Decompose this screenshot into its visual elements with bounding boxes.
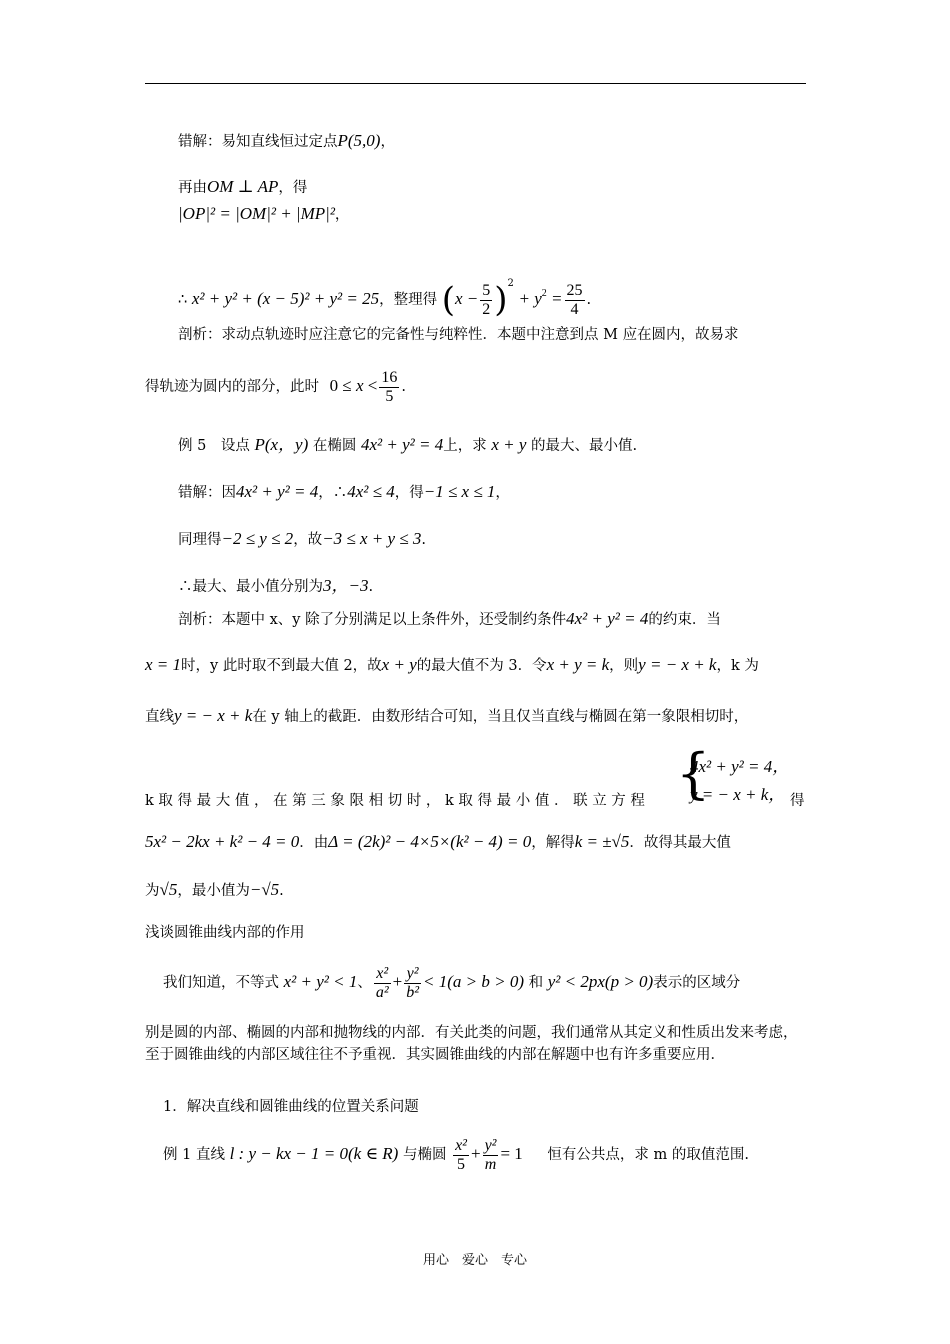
math-line-l: l : y − kx − 1 = 0(k ∈ R) <box>229 1144 399 1163</box>
math-min: −√5 <box>249 880 280 899</box>
math-perp: OM ⊥ AP <box>207 177 279 196</box>
text: ，故 <box>293 532 323 548</box>
label: 例 5 设点 <box>178 438 250 454</box>
text: 在椭圆 <box>312 438 357 454</box>
analysis-2-line-1 <box>178 609 721 630</box>
math-discriminant: Δ = (2k)² − 4×5×(k² − 4) = 0 <box>328 832 532 851</box>
text: 为 <box>145 883 160 899</box>
fraction-y2-m: $\frac{\text{y²}}{m}$ <box>484 1136 497 1173</box>
header-rule <box>145 83 806 84</box>
fraction-rhs: $\frac{25}{4}$ <box>566 281 583 318</box>
punct: . <box>401 379 406 395</box>
step-locus-equation: ∴ x² + y² + (x − 5)² + y² = 25，整理得 (x − $\frac{5}{2}$ )$^2 + y^2$ = $\frac{25}{4}$ . <box>178 278 592 320</box>
punct: ， <box>334 207 350 223</box>
math-line: y = − x + k <box>638 655 717 674</box>
analysis-2-line-5 <box>145 832 731 853</box>
text: ，则 <box>609 658 639 674</box>
text: ∴最大、最小值分别为 <box>178 579 323 595</box>
math-values: 3，−3 <box>323 576 369 595</box>
section-title <box>145 923 305 943</box>
text: 的最大、最小值. <box>531 438 638 454</box>
analysis-2-line-4 <box>145 791 645 811</box>
text: 再由 <box>178 180 207 196</box>
fraction-x2-5: $\frac{\text{x²}}{5}$ <box>455 1136 467 1173</box>
math-constraint: 4x² + y² = 4 <box>566 609 649 628</box>
text: ，k 为 <box>716 658 759 674</box>
text: 我们知道，不等式 <box>163 975 279 991</box>
punct: . <box>421 532 426 548</box>
math-sum: x + y <box>381 655 417 674</box>
text: ，∴ <box>318 485 348 501</box>
math-parabola-interior: y² < 2px(p > 0) <box>547 972 654 991</box>
analysis-2-line-3 <box>145 706 748 727</box>
text: ，解得 <box>531 835 575 851</box>
math-quadratic: 5x² − 2kx + k² − 4 = 0 <box>145 832 300 851</box>
math-circle-interior: x² + y² < 1 <box>283 972 358 991</box>
punct: ， <box>495 485 510 501</box>
text: 与椭圆 <box>402 1147 447 1163</box>
equation-system <box>676 742 806 806</box>
text: 直线 <box>145 709 174 725</box>
text: 剖析：求动点轨迹时应注意它的完备性与纯粹性．本题中注意到点 M 应在圆内，故易求 <box>178 327 739 343</box>
system-row-2: y = − x + k， <box>690 785 786 804</box>
label: 例 1 直线 <box>163 1147 225 1163</box>
math-x-eq-1: x = 1 <box>145 655 182 674</box>
punct: 、 <box>357 975 372 991</box>
example-5 <box>178 435 637 456</box>
math-point: P(5,0) <box>337 131 381 150</box>
math-ellipse-condition: < 1(a > b > 0) <box>423 972 525 991</box>
analysis-1-line-2: 得轨迹为圆内的部分，此时 0 ≤ x < $\frac{16}{5}$ . <box>145 368 406 405</box>
analysis-2-line-2 <box>145 655 759 676</box>
analysis-1-line-1 <box>178 325 739 345</box>
analysis-2-line-6 <box>145 880 284 901</box>
math-max: √5 <box>159 880 178 899</box>
fraction-x2-a2: $\frac{\text{x²}}{\text{a²}}$ <box>375 964 389 1001</box>
punct: . <box>279 883 284 899</box>
wrong-solution-1 <box>178 131 395 152</box>
math-inequality: 4x² ≤ 4 <box>347 482 395 501</box>
text: 得 <box>790 793 805 809</box>
wrong-solution-4 <box>178 576 373 597</box>
text: 剖析：本题中 x、y 除了分别满足以上条件外，还受制约条件 <box>178 612 567 628</box>
fraction-y2-b2: $\frac{\text{y²}}{\text{b²}}$ <box>406 964 420 1001</box>
section-item-1 <box>163 1097 419 1117</box>
section-paragraph <box>145 1022 806 1066</box>
text: ，整理得 <box>379 292 438 308</box>
punct: . <box>586 292 592 308</box>
wrong-solution-2 <box>178 482 510 503</box>
text: 和 <box>528 975 544 991</box>
analysis-2-line-4-end <box>790 791 805 811</box>
text: 时，y 此时取不到最大值 2，故 <box>181 658 382 674</box>
math-pythagoras: |OP|² = |OM|² + |MP|² <box>178 204 335 223</box>
math-ellipse: 4x² + y² = 4 <box>236 482 319 501</box>
math-range-x: −1 ≤ x ≤ 1 <box>423 482 496 501</box>
text: ，得 <box>278 180 308 196</box>
math-line: y = − x + k <box>174 706 253 725</box>
section-line-1: 我们知道，不等式 x² + y² < 1、 $\frac{\text{x²}}{\text{a²}}$ + $\frac{\text{y²}}{\text{b²}}$ < 1(a > b > 0) 和 y² < 2px(p > 0)表示的区域分 <box>163 964 741 1001</box>
text: 恒有公共点，求 m 的取值范围. <box>547 1147 749 1163</box>
example-1: 例 1 直线 l : y − kx − 1 = 0(k ∈ R) 与椭圆 $\frac{\text{x²}}{5}$ + $\frac{\text{y²}}{m}$ = 1 恒有公共点，求 m 的取值范围. <box>163 1136 749 1173</box>
math-point: P(x，y) <box>254 435 309 454</box>
text: 错解：因 <box>178 485 236 501</box>
page-footer: 用心 爱心 专心 <box>422 1253 527 1268</box>
text: k 取 得 最 大 值 ， 在 第 三 象 限 相 切 时 ， k 取 得 最 小 值 ． 联 立 方 程 <box>145 793 645 809</box>
math-range-sum: −3 ≤ x + y ≤ 3 <box>322 529 422 548</box>
text: 别是圆的内部、椭圆的内部和抛物线的内部．有关此类的问题，我们通常从其定义和性质出发来考虑，至于圆锥曲线的内部区域往往不予重视．其实圆锥曲线的内部在解题中也有许多重要应用． <box>145 1025 798 1063</box>
therefore-symbol: ∴ <box>178 292 188 308</box>
text: 同理得 <box>178 532 222 548</box>
text: 上，求 <box>443 438 487 454</box>
wrong-solution-3 <box>178 529 426 550</box>
math-equals-1: = 1 <box>500 1144 523 1163</box>
fraction-five-halves: $\frac{5}{2}$ <box>482 281 491 318</box>
text: ，得 <box>394 485 424 501</box>
math-k-solution: k = ±√5 <box>574 832 630 851</box>
text: 在 y 轴上的截距．由数形结合可知，当且仅当直线与椭圆在第一象限相切时， <box>252 709 749 725</box>
text: ，最小值为 <box>177 883 250 899</box>
math-range-y: −2 ≤ y ≤ 2 <box>221 529 294 548</box>
text: 错解：易知直线恒过定点 <box>178 134 338 150</box>
left-brace: { <box>676 742 711 805</box>
math-ellipse: 4x² + y² = 4 <box>360 435 444 454</box>
math-sum: x + y <box>491 435 527 454</box>
fraction-sixteen-fifths: $\frac{16}{5}$ <box>381 368 398 405</box>
punct: ， <box>380 134 395 150</box>
text: 得轨迹为圆内的部分，此时 <box>145 379 319 395</box>
text: 的最大值不为 3．令 <box>416 658 547 674</box>
text: 的约束．当 <box>648 612 721 628</box>
math-let-k: x + y = k <box>546 655 610 674</box>
text: ．故得其最大值 <box>629 835 731 851</box>
text: 浅谈圆锥曲线内部的作用 <box>145 925 305 941</box>
punct: . <box>368 579 374 595</box>
math-locus: x² + y² + (x − 5)² + y² = 25 <box>191 289 380 308</box>
text: ．由 <box>299 835 329 851</box>
text: 1．解决直线和圆锥曲线的位置关系问题 <box>163 1099 419 1115</box>
text: 表示的区域分 <box>653 975 741 991</box>
step-perpendicular <box>178 177 307 198</box>
system-row-1: 4x² + y² = 4， <box>690 757 790 776</box>
step-pythagoras <box>178 204 349 225</box>
